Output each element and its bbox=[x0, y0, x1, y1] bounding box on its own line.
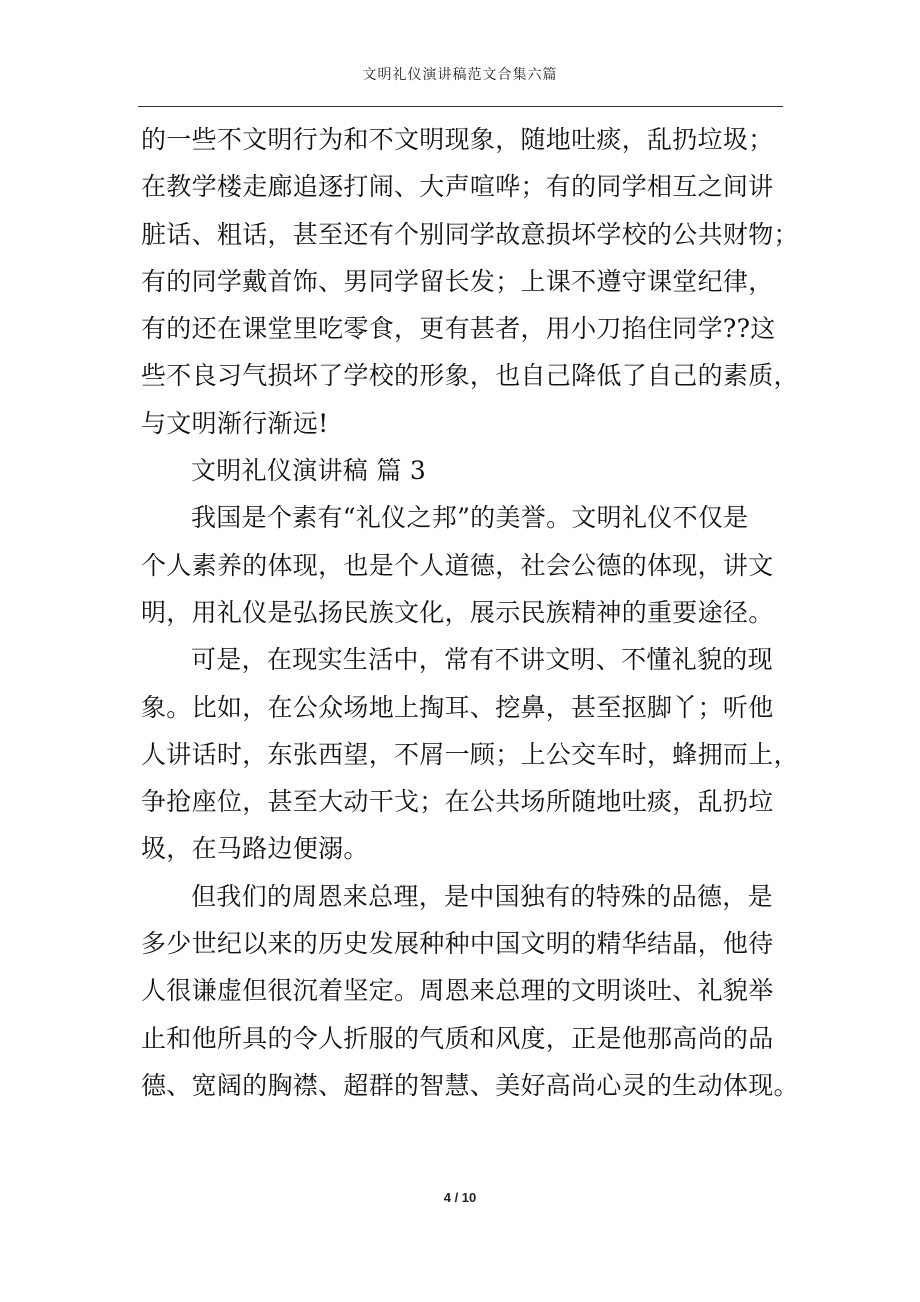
text-line: 德、宽阔的胸襟、超群的智慧、美好高尚心灵的生动体现。 bbox=[141, 1070, 799, 1100]
text-line: 有的同学戴首饰、男同学留长发；上课不遵守课堂纪律， bbox=[141, 266, 774, 296]
section-heading: 文明礼仪演讲稿 篇 3 bbox=[191, 456, 427, 486]
text-line: 明，用礼仪是弘扬民族文化，展示民族精神的重要途径。 bbox=[141, 597, 774, 627]
text-line: 在教学楼走廊追逐打闹、大声喧哗；有的同学相互之间讲 bbox=[141, 172, 774, 202]
text-line: 的一些不文明行为和不文明现象，随地吐痰，乱扔垃圾； bbox=[141, 125, 774, 154]
paragraph-first-line: 可是，在现实生活中，常有不讲文明、不懂礼貌的现 bbox=[191, 645, 773, 675]
paragraph-first-line: 但我们的周恩来总理，是中国独有的特殊的品德，是 bbox=[191, 881, 773, 911]
page-number: 4 / 10 bbox=[443, 1190, 477, 1205]
text-line: 圾，在马路边便溺。 bbox=[141, 834, 369, 864]
text-line: 多少世纪以来的历史发展种种中国文明的精华结晶，他待 bbox=[141, 929, 774, 959]
text-line: 象。比如，在公众场地上掏耳、挖鼻，甚至抠脚丫；听他 bbox=[141, 692, 774, 722]
text-line: 些不良习气损坏了学校的形象，也自己降低了自己的素质， bbox=[141, 361, 799, 391]
text-line: 个人素养的体现，也是个人道德，社会公德的体现，讲文 bbox=[141, 550, 774, 580]
text-line: 人讲话时，东张西望，不屑一顾；上公交车时，蜂拥而上， bbox=[141, 739, 799, 769]
text-line: 有的还在课堂里吃零食，更有甚者，用小刀掐住同学??这 bbox=[141, 314, 776, 344]
text-line: 止和他所具的令人折服的气质和风度，正是他那高尚的品 bbox=[141, 1023, 774, 1053]
text-line: 人很谦虚但很沉着坚定。周恩来总理的文明谈吐、礼貌举 bbox=[141, 976, 774, 1006]
page-header-title: 文明礼仪演讲稿范文合集六篇 bbox=[362, 67, 558, 83]
document-body bbox=[141, 116, 799, 1109]
text-line: 争抢座位，甚至大动干戈；在公共场所随地吐痰，乱扔垃 bbox=[141, 787, 774, 817]
header-divider bbox=[138, 106, 783, 107]
text-line: 脏话、粗话，甚至还有个别同学故意损坏学校的公共财物； bbox=[141, 219, 799, 249]
text-line: 与文明渐行渐远! bbox=[141, 408, 329, 438]
paragraph-first-line: 我国是个素有“礼仪之邦”的美誉。文明礼仪不仅是 bbox=[191, 503, 749, 533]
